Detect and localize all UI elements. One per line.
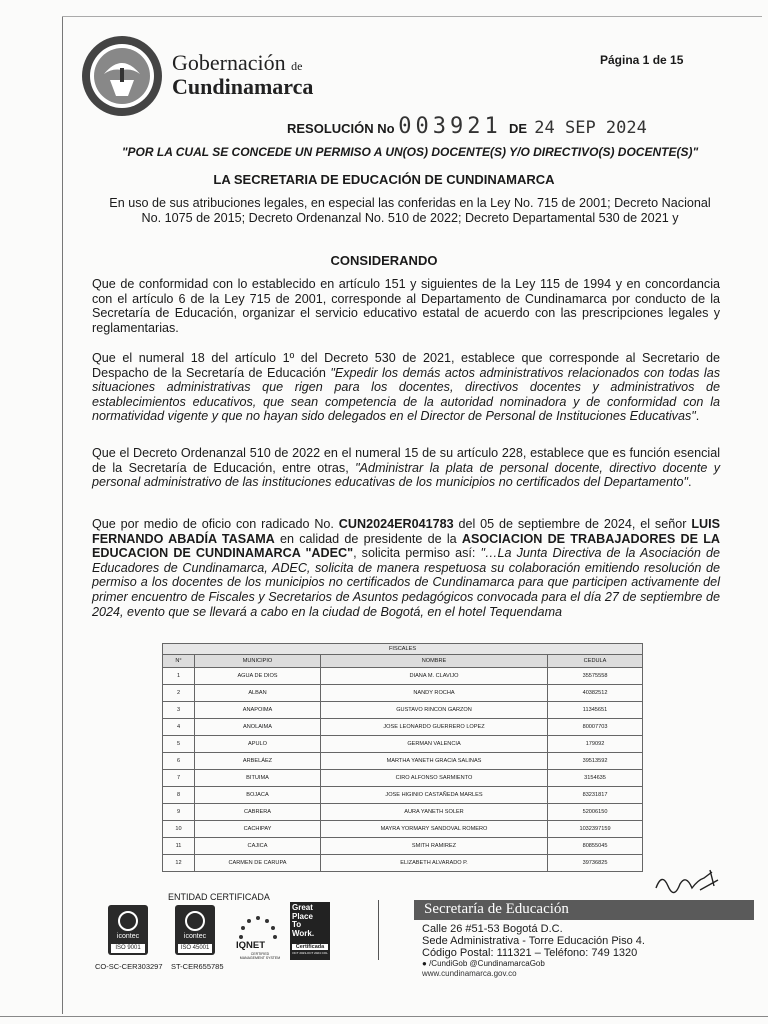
row-number: 2 <box>163 685 195 702</box>
resolution-number: 003921 <box>398 114 502 139</box>
icontec-icon <box>185 911 205 931</box>
table-row <box>163 719 643 736</box>
cert-code-1: CO-SC-CER303297 <box>95 962 163 971</box>
row-cedula: 39736825 <box>548 855 643 872</box>
row-nombre: SMITH RAMIREZ <box>321 838 548 855</box>
fiscales-table <box>162 643 643 872</box>
row-municipio: BOJACA <box>195 787 321 804</box>
iso45001-label: ISO 45001 <box>178 944 212 953</box>
page-number: Página 1 de 15 <box>600 53 684 67</box>
social-handles: ● /CundiGob @CundinamarcaGob <box>422 959 545 968</box>
table-row <box>163 804 643 821</box>
certified-entity-label: ENTIDAD CERTIFICADA <box>168 892 270 902</box>
row-municipio: APULO <box>195 736 321 753</box>
row-number: 4 <box>163 719 195 736</box>
address-line-2: Sede Administrativa - Torre Educación Piso 4. <box>422 935 645 947</box>
row-nombre: JOSE HIGINIO CASTAÑEDA MARLES <box>321 787 548 804</box>
issuer-heading: LA SECRETARIA DE EDUCACIÓN DE CUNDINAMARCA <box>213 172 555 187</box>
icontec-iso45001-badge <box>175 905 215 955</box>
row-municipio: ANAPOIMA <box>195 702 321 719</box>
icontec-iso9001-badge <box>108 905 148 955</box>
page-border-bottom <box>0 1016 768 1017</box>
row-number: 10 <box>163 821 195 838</box>
row-municipio: CACHIPAY <box>195 821 321 838</box>
secretaria-banner: Secretaría de Educación <box>414 900 754 920</box>
address-line-3: Código Postal: 111321 – Teléfono: 749 1320 <box>422 947 638 959</box>
row-number: 7 <box>163 770 195 787</box>
seal-icon <box>80 34 164 118</box>
row-nombre: GUSTAVO RINCON GARZON <box>321 702 548 719</box>
great-place-to-work-badge: Great Place To Work. Certificada OCT 2023-OCT 2024 COL <box>290 902 330 960</box>
row-nombre: AURA YANETH SOLER <box>321 804 548 821</box>
col-header-municipio: MUNICIPIO <box>195 655 321 668</box>
row-nombre: DIANA M. CLAVIJO <box>321 668 548 685</box>
paragraph-4: Que por medio de oficio con radicado No. CUN2024ER041783 del 05 de septiembre de 2024, el señor LUIS FERNANDO ABADÍA TASAMA en calidad de presidente de la ASOCIACION DE TRABAJADORES DE LA EDUCACION DE CUNDINAMARCA "ADEC", solicita permiso así: "…La Junta Directiva de la Asociación de Educadores de Cundinamarca, ADEC, solicita de manera respetuosa su colaboración emitiendo resolución de permiso a los docentes de los municipios no certificados de Cundinamarca para que participen activamente del primer encuentro de Fiscales y Secretarios de Asuntos pedagógicos convocada para el día 27 de septiembre de 2024, evento que se llevará a cabo en la ciudad de Bogotá, en el hotel Tequendama <box>92 517 720 619</box>
paragraph-2: Que el numeral 18 del artículo 1º del Decreto 530 de 2021, establece que corresponde al Secretario de Despacho de la Secretaría de Educación "Expedir los demás actos administrativos relacionados con todas las situaciones administrativas que rigen para los docentes, directivos docentes y administrativos de establecimientos educativos, que sean competencia de la autoridad nominadora y de conformidad con la normatividad vigente y que no hayan sido delegados en el Director de Personal de Instituciones Educativas". <box>92 351 720 424</box>
resolution-title: "POR LA CUAL SE CONCEDE UN PERMISO A UN(OS) DOCENTE(S) Y/O DIRECTIVO(S) DOCENTE(S)" <box>121 145 699 159</box>
row-nombre: MARTHA YANETH GRACIA SALINAS <box>321 753 548 770</box>
row-municipio: CAJICA <box>195 838 321 855</box>
row-municipio: AGUA DE DIOS <box>195 668 321 685</box>
table-row <box>163 685 643 702</box>
table-row <box>163 753 643 770</box>
table-row <box>163 770 643 787</box>
row-cedula: 40382512 <box>548 685 643 702</box>
row-number: 1 <box>163 668 195 685</box>
row-nombre: NANDY ROCHA <box>321 685 548 702</box>
row-cedula: 80007703 <box>548 719 643 736</box>
row-cedula: 52006150 <box>548 804 643 821</box>
table-row <box>163 736 643 753</box>
page-border-top <box>62 16 762 17</box>
col-header-number: N° <box>163 655 195 668</box>
row-number: 6 <box>163 753 195 770</box>
icontec-label: icontec <box>183 933 207 940</box>
iso9001-label: ISO 9001 <box>111 944 145 953</box>
row-municipio: CABRERA <box>195 804 321 821</box>
table-row <box>163 838 643 855</box>
row-number: 9 <box>163 804 195 821</box>
cert-code-2: ST-CER655785 <box>171 962 224 971</box>
col-header-nombre: NOMBRE <box>321 655 548 668</box>
iqnet-sub: CERTIFIED MANAGEMENT SYSTEM <box>239 952 281 960</box>
row-cedula: 1032397159 <box>548 821 643 838</box>
row-cedula: 179092 <box>548 736 643 753</box>
paragraph-1: Que de conformidad con lo establecido en artículo 151 y siguientes de la Ley 115 de 1994 y en concordancia con el artículo 6 de la Ley 715 de 2001, corresponde al Departamento de Cundinamarca por conducto de la Secretaría de Educación, organizar el servicio educativo estatal de acuerdo con las prescripciones legales y reglamentarias. <box>92 277 720 335</box>
col-header-cedula: CEDULA <box>548 655 643 668</box>
org-name-line1: Gobernación de <box>172 50 303 75</box>
considerando-heading: CONSIDERANDO <box>330 253 438 268</box>
paragraph-3: Que el Decreto Ordenanzal 510 de 2022 en el numeral 15 de su artículo 228, establece que es función esencial de la Secretaría de Educación, entre otras, "Administrar la plata de personal docente, directivo docente y personal administrativo de las instituciones educativas de los municipios no certificados del Departamento". <box>92 446 720 490</box>
icontec-icon <box>118 911 138 931</box>
row-number: 11 <box>163 838 195 855</box>
table-row <box>163 702 643 719</box>
page-border-left <box>62 16 63 1014</box>
table-row <box>163 821 643 838</box>
row-cedula: 11345651 <box>548 702 643 719</box>
table-row <box>163 668 643 685</box>
row-cedula: 39513592 <box>548 753 643 770</box>
row-nombre: GERMAN VALENCIA <box>321 736 548 753</box>
row-nombre: JOSE LEONARDO GUERRERO LOPEZ <box>321 719 548 736</box>
row-cedula: 83231817 <box>548 787 643 804</box>
row-nombre: MAYRA YORMARY SANDOVAL ROMERO <box>321 821 548 838</box>
table-row <box>163 787 643 804</box>
row-municipio: BITUIMA <box>195 770 321 787</box>
row-municipio: ANOLAIMA <box>195 719 321 736</box>
resolution-de: DE <box>508 121 528 136</box>
row-cedula: 35575558 <box>548 668 643 685</box>
legal-basis: En uso de sus atribuciones legales, en especial las conferidas en la Ley No. 715 de 2001; Decreto Nacional No. 1075 de 2015; Decreto Ordenanzal No. 510 de 2022; Decreto Departamental 530 de 2021 y <box>109 196 711 225</box>
org-name-line2: Cundinamarca <box>172 74 314 99</box>
row-municipio: ARBELÁEZ <box>195 753 321 770</box>
row-number: 5 <box>163 736 195 753</box>
row-number: 12 <box>163 855 195 872</box>
website-link[interactable]: www.cundinamarca.gov.co <box>422 969 517 978</box>
row-municipio: CARMEN DE CARUPA <box>195 855 321 872</box>
row-municipio: ALBAN <box>195 685 321 702</box>
handwritten-signature <box>652 866 722 898</box>
table-row <box>163 855 643 872</box>
address-line-1: Calle 26 #51-53 Bogotá D.C. <box>422 923 563 935</box>
row-number: 3 <box>163 702 195 719</box>
resolution-date: 24 SEP 2024 <box>534 118 647 138</box>
icontec-label: icontec <box>116 933 140 940</box>
footer-divider <box>378 900 379 960</box>
row-nombre: CIRO ALFONSO SARMIENTO <box>321 770 548 787</box>
social-icon: ● <box>422 959 427 968</box>
resolution-line <box>287 114 647 139</box>
row-cedula: 80855045 <box>548 838 643 855</box>
row-nombre: ELIZABETH ALVARADO P. <box>321 855 548 872</box>
row-number: 8 <box>163 787 195 804</box>
gobernacion-logo <box>80 34 340 114</box>
table-caption: FISCALES <box>163 644 643 655</box>
row-cedula: 3154635 <box>548 770 643 787</box>
iqnet-label: IQNET <box>236 940 266 951</box>
resolution-label: RESOLUCIÓN No <box>287 121 395 136</box>
